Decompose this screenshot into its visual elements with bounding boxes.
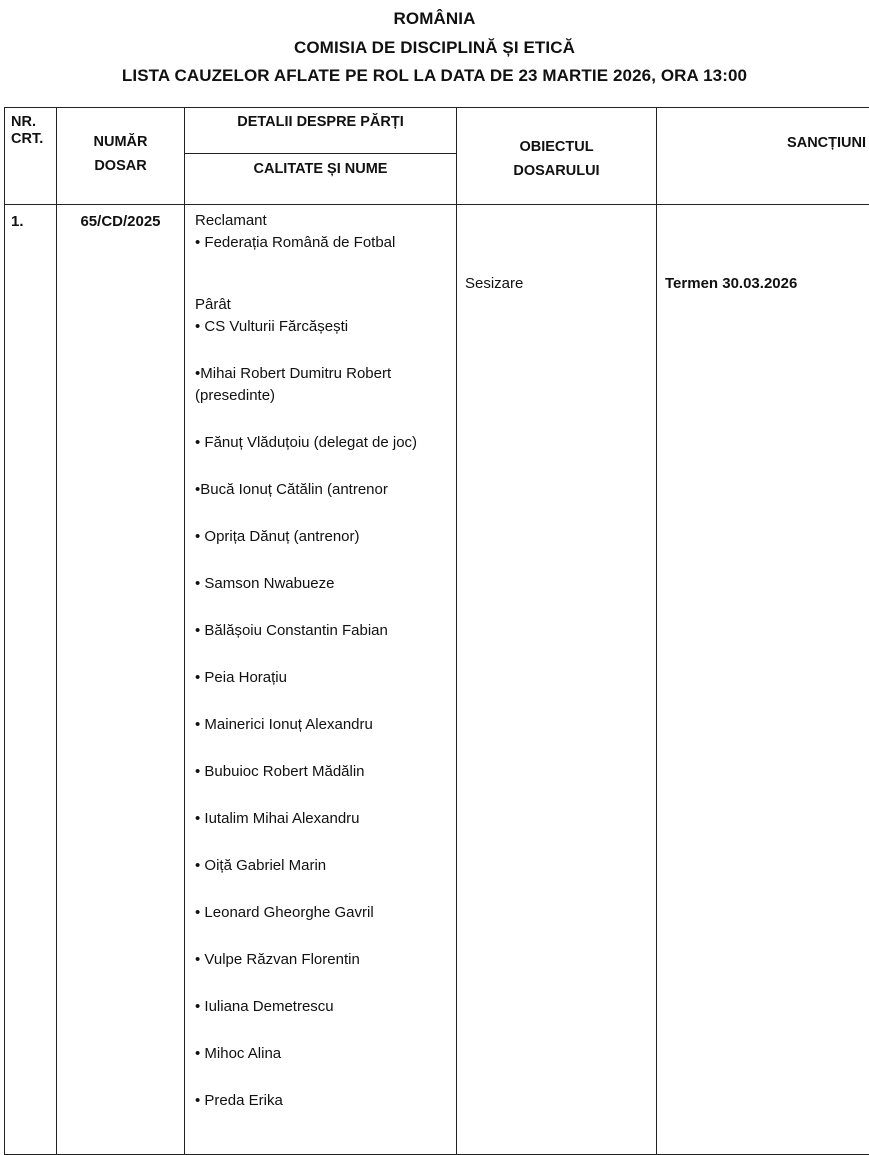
cell-nr: 1. [5, 205, 57, 1155]
header-obiect-line2: DOSARULUI [513, 163, 599, 179]
parat-item: • Oprița Dănuț (antrenor) [195, 526, 446, 548]
parat-item: • Oiță Gabriel Marin [195, 855, 446, 877]
header-nr-line2: CRT. [11, 131, 43, 147]
header-obiect-line1: OBIECTUL [519, 139, 593, 155]
parat-item: • Fănuț Vlăduțoiu (delegat de joc) [195, 432, 446, 454]
header-detalii-parti: DETALII DESPRE PĂRȚI [185, 108, 456, 154]
cell-dosar: 65/CD/2025 [57, 205, 185, 1155]
parat-item: • Bubuioc Robert Mădălin [195, 761, 446, 783]
parati-list [195, 316, 446, 1112]
commission-title: COMISIA DE DISCIPLINĂ ȘI ETICĂ [0, 38, 869, 58]
cell-obiect: Sesizare [457, 205, 657, 1155]
parat-item: • Preda Erika [195, 1090, 446, 1112]
header-calitate-nume: CALITATE ȘI NUME [185, 154, 456, 204]
parat-item: •Mihai Robert Dumitru Robert (presedinte) [195, 363, 446, 407]
header-numar-line2: DOSAR [94, 158, 146, 174]
cell-sanctiune: Termen 30.03.2026 [657, 205, 869, 1155]
parat-item: •Bucă Ionuț Cătălin (antrenor [195, 479, 446, 501]
parat-item: • Iutalim Mihai Alexandru [195, 808, 446, 830]
header-sanctiuni: SANCȚIUNI [657, 108, 869, 205]
parat-label: Pârât [195, 294, 446, 316]
country-title: ROMÂNIA [0, 9, 869, 29]
table-header-row [5, 108, 869, 205]
reclamant-label: Reclamant [195, 210, 446, 232]
parat-item: • Vulpe Răzvan Florentin [195, 949, 446, 971]
parat-item: • Samson Nwabueze [195, 573, 446, 595]
parat-item: • Iuliana Demetrescu [195, 996, 446, 1018]
header-numar-line1: NUMĂR [94, 134, 148, 150]
parat-item: • CS Vulturii Fărcășești [195, 316, 446, 338]
cell-parti [185, 205, 457, 1155]
header-obiect [457, 108, 657, 205]
parat-item: • Mihoc Alina [195, 1043, 446, 1065]
header-detalii [185, 108, 457, 205]
parat-item: • Bălășoiu Constantin Fabian [195, 620, 446, 642]
table-row [5, 205, 869, 1155]
header-nr-line1: NR. [11, 114, 36, 130]
header-numar-dosar [57, 108, 185, 205]
reclamant-name: • Federația Română de Fotbal [195, 232, 446, 254]
parat-item: • Peia Horațiu [195, 667, 446, 689]
list-title: LISTA CAUZELOR AFLATE PE ROL LA DATA DE 23 MARTIE 2026, ORA 13:00 [0, 66, 869, 86]
header-nr-crt [5, 108, 57, 205]
parat-item: • Leonard Gheorghe Gavril [195, 902, 446, 924]
parat-item: • Mainerici Ionuț Alexandru [195, 714, 446, 736]
cases-table [4, 107, 869, 1155]
